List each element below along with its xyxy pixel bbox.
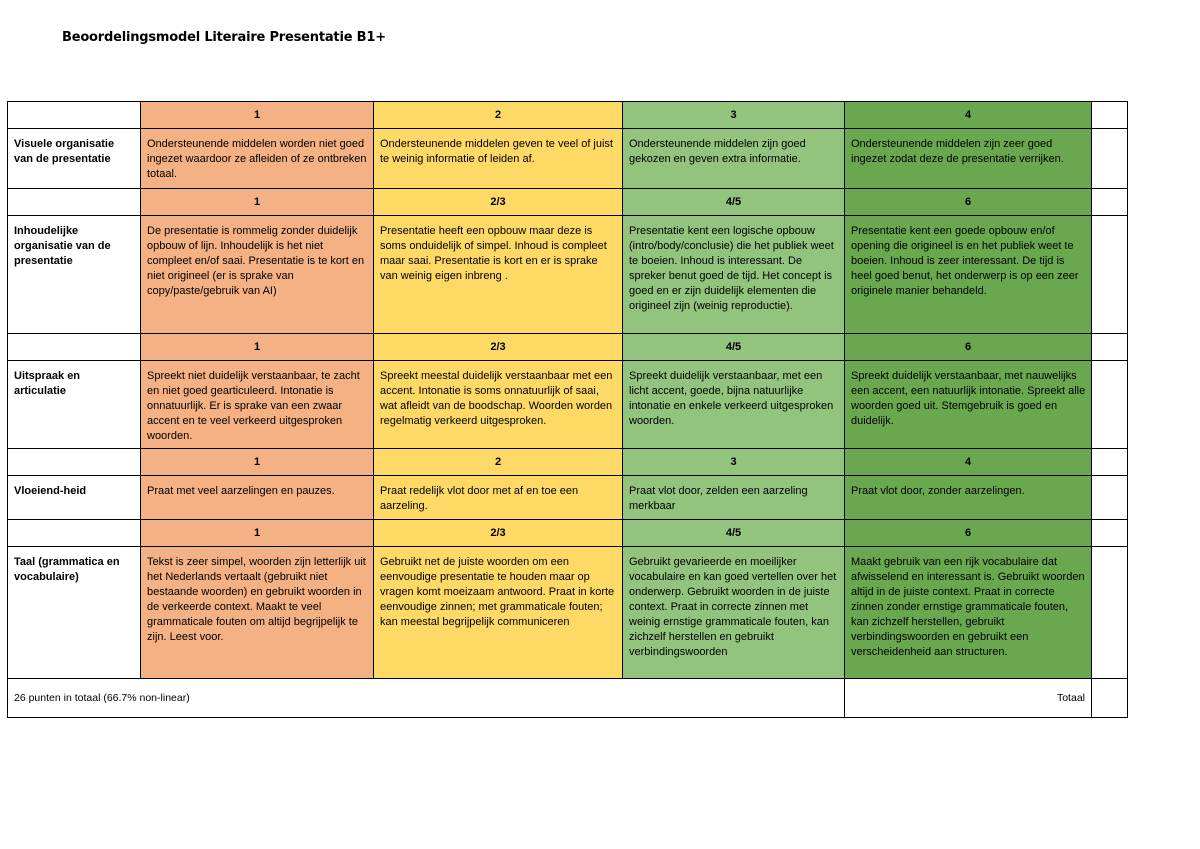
empty-cell	[8, 449, 141, 476]
level-description: Spreekt meestal duidelijk verstaanbaar met een accent. Intonatie is soms onnatuurlijk of saai, wat afleidt van de boodschap. Woorden worden regelmatig verkeerd uitgesproken.	[374, 361, 623, 449]
points-cell[interactable]	[1092, 216, 1128, 334]
level-description: Maakt gebruik van een rijk vocabulaire dat afwisselend en interessant is. Gebruikt woorden altijd in de juiste context. Praat in correcte zinnen zonder ernstige grammaticale fouten, kan zichzelf herstellen, gebruikt verbindingswoorden en gebruikt een verscheidenheid aan structuren.	[845, 547, 1092, 679]
score-cell: 6	[845, 520, 1092, 547]
score-cell: 2	[374, 449, 623, 476]
level-description: Spreekt niet duidelijk verstaanbaar, te zacht en niet goed gearticuleerd. Intonatie is onnatuurlijk. Er is sprake van een zwaar accent en te veel verkeerd uitgesproken woorden.	[141, 361, 374, 449]
level-description: Spreekt duidelijk verstaanbaar, met nauwelijks een accent, een natuurlijk intonatie. Spreekt alle woorden goed uit. Stemgebruik is goed en duidelijk.	[845, 361, 1092, 449]
level-description: Ondersteunende middelen zijn zeer goed ingezet zodat deze de presentatie verrijken.	[845, 129, 1092, 189]
score-cell: 1	[141, 102, 374, 129]
score-cell: 4/5	[623, 189, 845, 216]
empty-cell	[8, 520, 141, 547]
points-cell[interactable]	[1092, 547, 1128, 679]
document-title: Beoordelingsmodel Literaire Presentatie B1+	[62, 30, 386, 45]
criterion-row	[8, 476, 1128, 520]
points-cell[interactable]	[1092, 334, 1128, 361]
score-cell: 3	[623, 449, 845, 476]
level-description: Ondersteunende middelen geven te veel of juist te weinig informatie of leiden af.	[374, 129, 623, 189]
score-header-row	[8, 102, 1128, 129]
level-description: De presentatie is rommelig zonder duidelijk opbouw of lijn. Inhoudelijk is het niet compleet en/of saai. Presentatie is te kort en niet origineel (er is sprake van copy/paste/gebruik van AI)	[141, 216, 374, 334]
score-header-row	[8, 520, 1128, 547]
score-cell: 2/3	[374, 334, 623, 361]
criterion-row	[8, 361, 1128, 449]
total-label: Totaal	[845, 679, 1092, 718]
criterion-name: Uitspraak en articulatie	[8, 361, 141, 449]
level-description: Praat vlot door, zonder aarzelingen.	[845, 476, 1092, 520]
score-cell: 2/3	[374, 520, 623, 547]
criterion-name: Taal (grammatica en vocabulaire)	[8, 547, 141, 679]
level-description: Gebruikt net de juiste woorden om een eenvoudige presentatie te houden maar op vragen komt moeizaam antwoord. Praat in korte eenvoudige zinnen; met grammaticale fouten; kan meestal begrijpelijk communiceren	[374, 547, 623, 679]
level-description: Presentatie heeft een opbouw maar deze is soms onduidelijk of simpel. Inhoud is compleet maar saai. Presentatie is kort en er is sprake van weinig eigen inbreng .	[374, 216, 623, 334]
points-cell[interactable]	[1092, 129, 1128, 189]
level-description: Ondersteunende middelen zijn goed gekozen en geven extra informatie.	[623, 129, 845, 189]
points-cell[interactable]	[1092, 476, 1128, 520]
level-description: Tekst is zeer simpel, woorden zijn letterlijk uit het Nederlands vertaalt (gebruikt niet bestaande woorden) en gebruikt woorden in de verkeerde context. Maakt te veel grammaticale fouten om altijd begrijpelijk te zijn. Leest voor.	[141, 547, 374, 679]
score-cell: 6	[845, 189, 1092, 216]
level-description: Praat met veel aarzelingen en pauzes.	[141, 476, 374, 520]
points-cell[interactable]	[1092, 449, 1128, 476]
score-header-row	[8, 449, 1128, 476]
criterion-name: Inhoudelijke organisatie van de presentatie	[8, 216, 141, 334]
level-description: Praat vlot door, zelden een aarzeling merkbaar	[623, 476, 845, 520]
empty-cell	[8, 189, 141, 216]
points-cell[interactable]	[1092, 361, 1128, 449]
points-cell[interactable]	[1092, 189, 1128, 216]
score-cell: 4	[845, 449, 1092, 476]
empty-cell	[8, 334, 141, 361]
criterion-row	[8, 216, 1128, 334]
level-description: Ondersteunende middelen worden niet goed ingezet waardoor ze afleiden of ze ontbreken totaal.	[141, 129, 374, 189]
criterion-name: Vloeiend-heid	[8, 476, 141, 520]
points-summary: 26 punten in totaal (66.7% non-linear)	[8, 679, 845, 718]
score-cell: 6	[845, 334, 1092, 361]
rubric-table	[7, 101, 1128, 718]
score-header-row	[8, 189, 1128, 216]
score-cell: 2	[374, 102, 623, 129]
total-points-cell[interactable]	[1092, 679, 1128, 718]
level-description: Praat redelijk vlot door met af en toe een aarzeling.	[374, 476, 623, 520]
points-cell[interactable]	[1092, 102, 1128, 129]
empty-cell	[8, 102, 141, 129]
score-header-row	[8, 334, 1128, 361]
score-cell: 1	[141, 520, 374, 547]
footer-row	[8, 679, 1128, 718]
level-description: Presentatie kent een logische opbouw (intro/body/conclusie) die het publiek weet te boeien. Inhoud is interessant. De spreker benut goed de tijd. Het concept is goed en er zijn duidelijk elementen die origineel zijn (weinig reproductie).	[623, 216, 845, 334]
score-cell: 2/3	[374, 189, 623, 216]
points-cell[interactable]	[1092, 520, 1128, 547]
score-cell: 1	[141, 334, 374, 361]
score-cell: 3	[623, 102, 845, 129]
score-cell: 4/5	[623, 334, 845, 361]
criterion-row	[8, 129, 1128, 189]
level-description: Presentatie kent een goede opbouw en/of opening die origineel is en het publiek weet te boeien. Inhoud is zeer interessant. De tijd is heel goed benut, het onderwerp is op een zeer originele manier behandeld.	[845, 216, 1092, 334]
score-cell: 4	[845, 102, 1092, 129]
score-cell: 4/5	[623, 520, 845, 547]
level-description: Gebruikt gevarieerde en moeilijker vocabulaire en kan goed vertellen over het onderwerp. Gebruikt woorden in de juiste context. Praat in correcte zinnen met weinig ernstige grammaticale fouten, kan zichzelf herstellen en gebruikt verbindingswoorden	[623, 547, 845, 679]
criterion-name: Visuele organisatie van de presentatie	[8, 129, 141, 189]
score-cell: 1	[141, 189, 374, 216]
score-cell: 1	[141, 449, 374, 476]
level-description: Spreekt duidelijk verstaanbaar, met een licht accent, goede, bijna natuurlijke intonatie en enkele verkeerd uitgesproken woorden.	[623, 361, 845, 449]
criterion-row	[8, 547, 1128, 679]
